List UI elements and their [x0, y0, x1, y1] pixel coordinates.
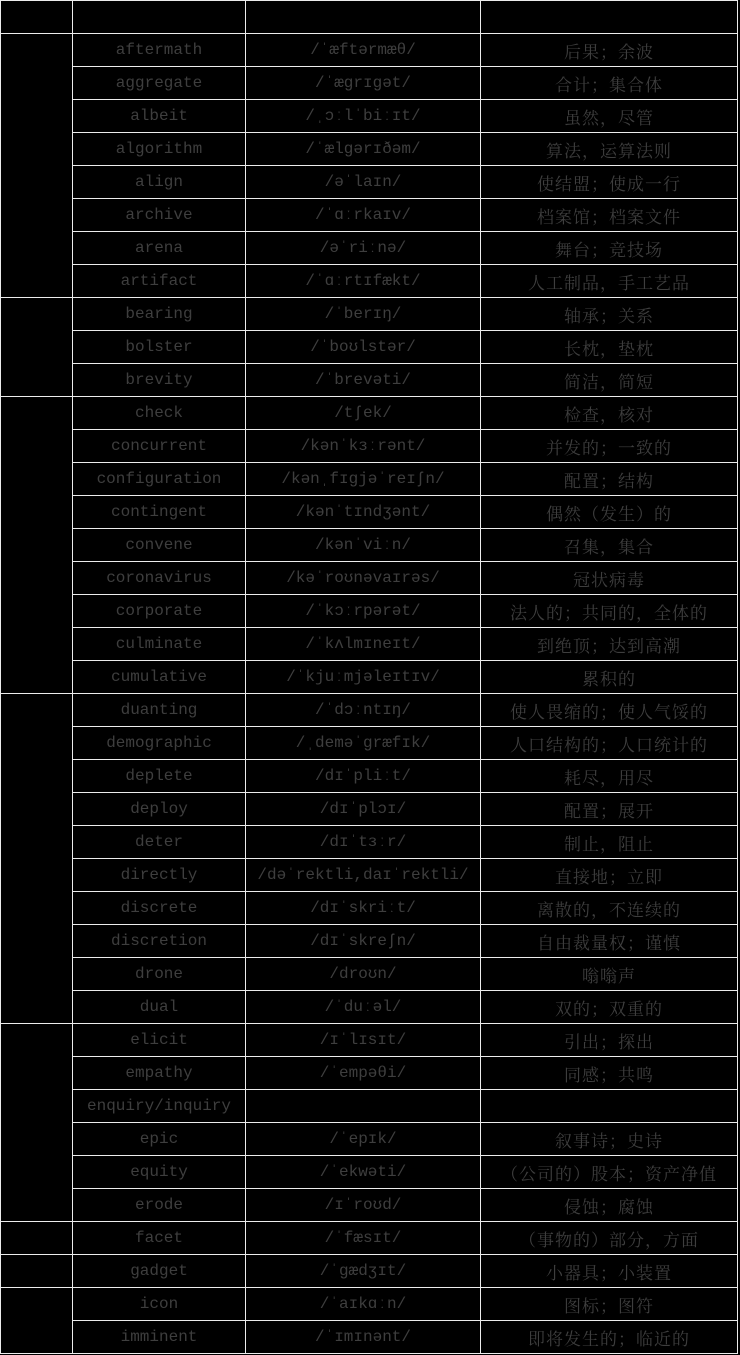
word-cell: erode: [73, 1189, 246, 1222]
table-row: [1, 166, 738, 199]
phonetic-cell: /ˈduːəl/: [246, 991, 481, 1024]
table-row: [1, 628, 738, 661]
table-row: [1, 727, 738, 760]
meaning-cell: 人工制品，手工艺品: [481, 265, 738, 298]
meaning-cell: 舞台；竞技场: [481, 232, 738, 265]
word-cell: convene: [73, 529, 246, 562]
phonetic-cell: /ˌdeməˈgræfɪk/: [246, 727, 481, 760]
phonetic-cell: /ˈboʊlstər/: [246, 331, 481, 364]
group-cell: [1, 1288, 73, 1354]
meaning-cell: 使结盟；使成一行: [481, 166, 738, 199]
phonetic-cell: /ˈempəθi/: [246, 1057, 481, 1090]
table-row: [1, 694, 738, 727]
phonetic-cell: /ˈberɪŋ/: [246, 298, 481, 331]
phonetic-cell: /tʃek/: [246, 397, 481, 430]
table-row: [1, 397, 738, 430]
table-row: [1, 793, 738, 826]
table-row: [1, 364, 738, 397]
header-cell-meaning: [481, 1, 738, 34]
meaning-cell: 并发的；一致的: [481, 430, 738, 463]
word-cell: culminate: [73, 628, 246, 661]
word-cell: empathy: [73, 1057, 246, 1090]
meaning-cell: 算法，运算法则: [481, 133, 738, 166]
phonetic-cell: /dɪˈskreʃn/: [246, 925, 481, 958]
table-row: [1, 760, 738, 793]
table-row: [1, 991, 738, 1024]
phonetic-cell: /kəˈroʊnəvaɪrəs/: [246, 562, 481, 595]
meaning-cell: 即将发生的；临近的: [481, 1321, 738, 1354]
word-cell: deter: [73, 826, 246, 859]
phonetic-cell: /əˈlaɪn/: [246, 166, 481, 199]
table-row: [1, 430, 738, 463]
phonetic-cell: /ˈbrevəti/: [246, 364, 481, 397]
word-cell: demographic: [73, 727, 246, 760]
group-cell: [1, 1024, 73, 1222]
word-cell: configuration: [73, 463, 246, 496]
meaning-cell: 图标；图符: [481, 1288, 738, 1321]
meaning-cell: 法人的；共同的，全体的: [481, 595, 738, 628]
table-row: [1, 265, 738, 298]
phonetic-cell: /ˈaɪkɑːn/: [246, 1288, 481, 1321]
word-cell: cumulative: [73, 661, 246, 694]
table-row: [1, 1123, 738, 1156]
phonetic-cell: /ˈekwəti/: [246, 1156, 481, 1189]
group-cell: [1, 1222, 73, 1255]
phonetic-cell: /əˈriːnə/: [246, 232, 481, 265]
phonetic-cell: /dɪˈskriːt/: [246, 892, 481, 925]
word-cell: contingent: [73, 496, 246, 529]
phonetic-cell: /ˈkɔːrpərət/: [246, 595, 481, 628]
meaning-cell: 后果；余波: [481, 34, 738, 67]
phonetic-cell: /ˈæftərmæθ/: [246, 34, 481, 67]
word-cell: epic: [73, 1123, 246, 1156]
group-cell: [1, 397, 73, 694]
word-cell: albeit: [73, 100, 246, 133]
word-cell: facet: [73, 1222, 246, 1255]
phonetic-cell: /ˈɑːrtɪfækt/: [246, 265, 481, 298]
phonetic-cell: /ˈgædʒɪt/: [246, 1255, 481, 1288]
word-cell: check: [73, 397, 246, 430]
phonetic-cell: /kənˈkɜːrənt/: [246, 430, 481, 463]
meaning-cell: 引出；探出: [481, 1024, 738, 1057]
word-cell: aftermath: [73, 34, 246, 67]
table-row: [1, 496, 738, 529]
phonetic-cell: /kənˈtɪndʒənt/: [246, 496, 481, 529]
table-row: [1, 595, 738, 628]
meaning-cell: 小器具；小装置: [481, 1255, 738, 1288]
word-cell: archive: [73, 199, 246, 232]
vocab-table-body: [1, 34, 738, 1354]
word-cell: enquiry/inquiry: [73, 1090, 246, 1123]
table-header-row: [1, 1, 738, 34]
table-row: [1, 331, 738, 364]
phonetic-cell: /dɪˈtɜːr/: [246, 826, 481, 859]
table-row: [1, 1024, 738, 1057]
word-cell: bolster: [73, 331, 246, 364]
word-cell: artifact: [73, 265, 246, 298]
word-cell: drone: [73, 958, 246, 991]
table-row: [1, 1057, 738, 1090]
table-row: [1, 892, 738, 925]
meaning-cell: 使人畏缩的；使人气馁的: [481, 694, 738, 727]
meaning-cell: 双的；双重的: [481, 991, 738, 1024]
phonetic-cell: /ɪˈlɪsɪt/: [246, 1024, 481, 1057]
phonetic-cell: /kənˈviːn/: [246, 529, 481, 562]
meaning-cell: 到绝顶；达到高潮: [481, 628, 738, 661]
table-row: [1, 463, 738, 496]
word-cell: equity: [73, 1156, 246, 1189]
word-cell: bearing: [73, 298, 246, 331]
phonetic-cell: /ˈɑːrkaɪv/: [246, 199, 481, 232]
header-cell-phonetic: [246, 1, 481, 34]
phonetic-cell: /droʊn/: [246, 958, 481, 991]
table-row: [1, 1255, 738, 1288]
word-cell: algorithm: [73, 133, 246, 166]
meaning-cell: 嗡嗡声: [481, 958, 738, 991]
phonetic-cell: /ˈægrɪgət/: [246, 67, 481, 100]
word-cell: brevity: [73, 364, 246, 397]
phonetic-cell: /ˈkjuːmjəleɪtɪv/: [246, 661, 481, 694]
word-cell: icon: [73, 1288, 246, 1321]
word-cell: arena: [73, 232, 246, 265]
meaning-cell: 制止，阻止: [481, 826, 738, 859]
meaning-cell: 同感；共鸣: [481, 1057, 738, 1090]
meaning-cell: 合计；集合体: [481, 67, 738, 100]
table-row: [1, 562, 738, 595]
table-row: [1, 958, 738, 991]
phonetic-cell: /ˈfæsɪt/: [246, 1222, 481, 1255]
word-cell: directly: [73, 859, 246, 892]
meaning-cell: 简洁，简短: [481, 364, 738, 397]
table-row: [1, 529, 738, 562]
meaning-cell: 召集，集合: [481, 529, 738, 562]
table-row: [1, 67, 738, 100]
word-cell: concurrent: [73, 430, 246, 463]
phonetic-cell: /ˈælgərɪðəm/: [246, 133, 481, 166]
word-cell: imminent: [73, 1321, 246, 1354]
word-cell: align: [73, 166, 246, 199]
group-cell: [1, 34, 73, 298]
word-cell: aggregate: [73, 67, 246, 100]
table-row: [1, 100, 738, 133]
table-row: [1, 1189, 738, 1222]
table-row: [1, 1156, 738, 1189]
phonetic-cell: /dɪˈpliːt/: [246, 760, 481, 793]
meaning-cell: 侵蚀；腐蚀: [481, 1189, 738, 1222]
table-row: [1, 859, 738, 892]
phonetic-cell: [246, 1090, 481, 1123]
table-row: [1, 1222, 738, 1255]
word-cell: coronavirus: [73, 562, 246, 595]
group-cell: [1, 694, 73, 1024]
table-row: [1, 232, 738, 265]
header-cell-group: [1, 1, 73, 34]
phonetic-cell: /dəˈrektli,daɪˈrektli/: [246, 859, 481, 892]
meaning-cell: 人口结构的；人口统计的: [481, 727, 738, 760]
meaning-cell: 检查，核对: [481, 397, 738, 430]
word-cell: discrete: [73, 892, 246, 925]
phonetic-cell: /ˈepɪk/: [246, 1123, 481, 1156]
table-row: [1, 133, 738, 166]
phonetic-cell: /ɪˈroʊd/: [246, 1189, 481, 1222]
table-row: [1, 661, 738, 694]
table-row: [1, 925, 738, 958]
word-cell: duanting: [73, 694, 246, 727]
group-cell: [1, 298, 73, 397]
word-cell: dual: [73, 991, 246, 1024]
word-cell: elicit: [73, 1024, 246, 1057]
table-row: [1, 826, 738, 859]
phonetic-cell: /ˌɔːlˈbiːɪt/: [246, 100, 481, 133]
word-cell: deploy: [73, 793, 246, 826]
phonetic-cell: /dɪˈplɔɪ/: [246, 793, 481, 826]
meaning-cell: 直接地；立即: [481, 859, 738, 892]
group-cell: [1, 1255, 73, 1288]
table-row: [1, 34, 738, 67]
meaning-cell: 自由裁量权；谨慎: [481, 925, 738, 958]
table-row: [1, 199, 738, 232]
meaning-cell: 离散的，不连续的: [481, 892, 738, 925]
phonetic-cell: /ˈɪmɪnənt/: [246, 1321, 481, 1354]
phonetic-cell: /ˈdɔːntɪŋ/: [246, 694, 481, 727]
word-cell: deplete: [73, 760, 246, 793]
table-row: [1, 1090, 738, 1123]
meaning-cell: 偶然（发生）的: [481, 496, 738, 529]
meaning-cell: 累积的: [481, 661, 738, 694]
meaning-cell: 档案馆；档案文件: [481, 199, 738, 232]
meaning-cell: 冠状病毒: [481, 562, 738, 595]
table-row: [1, 1321, 738, 1354]
meaning-cell: （事物的）部分，方面: [481, 1222, 738, 1255]
meaning-cell: 叙事诗；史诗: [481, 1123, 738, 1156]
meaning-cell: 虽然，尽管: [481, 100, 738, 133]
meaning-cell: （公司的）股本；资产净值: [481, 1156, 738, 1189]
meaning-cell: 配置；结构: [481, 463, 738, 496]
meaning-cell: 轴承；关系: [481, 298, 738, 331]
header-cell-word: [73, 1, 246, 34]
phonetic-cell: /ˈkʌlmɪneɪt/: [246, 628, 481, 661]
word-cell: corporate: [73, 595, 246, 628]
meaning-cell: 配置；展开: [481, 793, 738, 826]
phonetic-cell: /kənˌfɪgjəˈreɪʃn/: [246, 463, 481, 496]
table-row: [1, 1288, 738, 1321]
meaning-cell: [481, 1090, 738, 1123]
table-row: [1, 298, 738, 331]
word-cell: gadget: [73, 1255, 246, 1288]
word-cell: discretion: [73, 925, 246, 958]
meaning-cell: 长枕，垫枕: [481, 331, 738, 364]
meaning-cell: 耗尽，用尽: [481, 760, 738, 793]
